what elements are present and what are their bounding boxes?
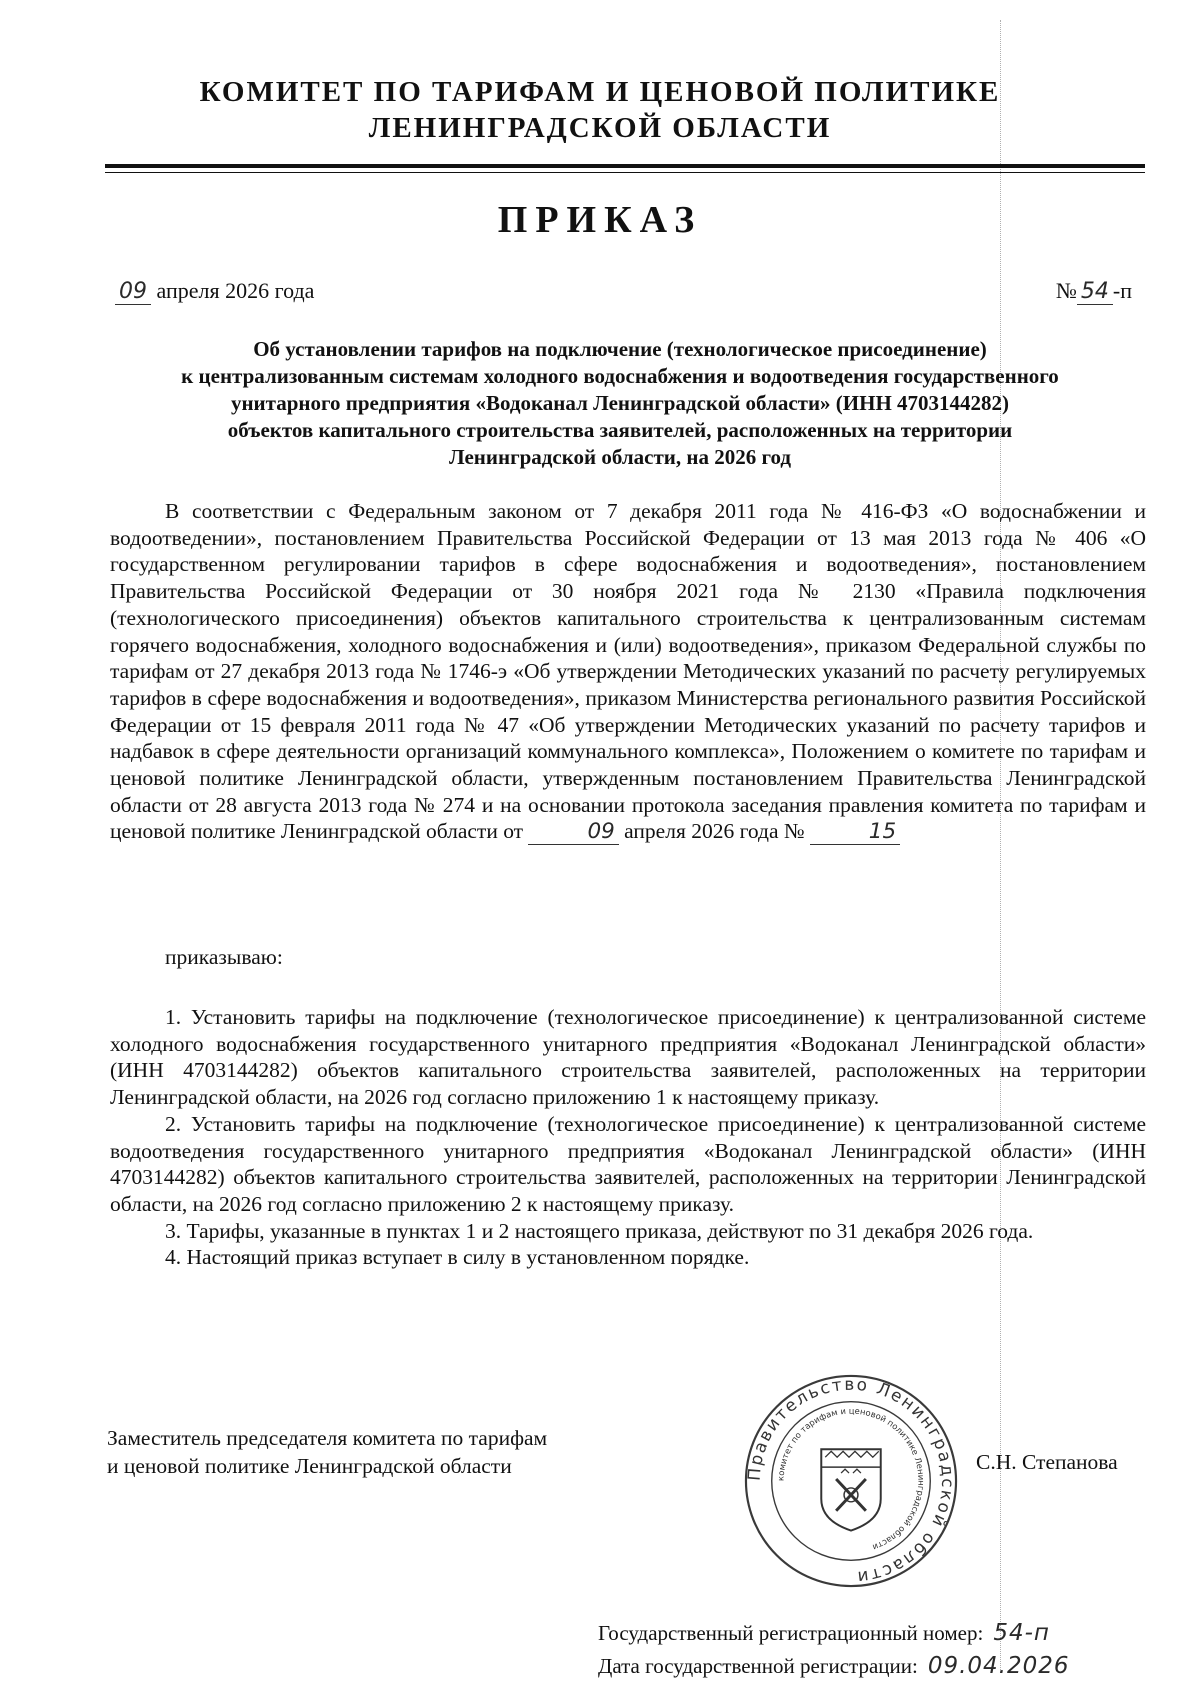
subject-line: унитарного предприятия «Водоканал Ленинградской области» (ИНН 4703144282) [230,391,1010,415]
handwritten-registration-number: 54-п [993,1620,1050,1646]
subject-line: Ленинградской области, на 2026 год [448,445,792,469]
order-items [110,1004,1146,1271]
order-verb: приказываю: [165,945,283,969]
preamble-text: В соответствии с Федеральным законом от 7 декабря 2011 года № 416-ФЗ «О водоснабжении и водоотведении», постановлением Правительства Российской Федерации от 13 мая 2013 года № 406 «О государственном регулировании тарифов в сфере водоснабжения и водоотведения», постановлением Правительства Российской Федерации от 30 ноября 2021 года № 2130 «Правила подключения (технологического присоединения) объектов капитального строительства к централизованным системам горячего водоснабжения, холодного водоснабжения и (или) водоотведения», приказом Федеральной службы по тарифам от 27 декабря 2013 года № 1746-э «Об утверждении Методических указаний по расчету регулируемых тарифов в сфере водоснабжения и водоотведения», приказом Министерства регионального развития Российской Федерации от 15 февраля 2011 года № 47 «Об утверждении Методических указаний по расчету тарифов и надбавок в сфере деятельности организаций коммунального комплекса», Положением о комитете по тарифам и ценовой политике Ленинградской области, утвержденным постановлением Правительства Ленинградской области от 28 августа 2013 года № 274 и на основании протокола заседания правления комитета по тарифам и ценовой политике Ленинградской области от [110,499,1146,844]
preamble-paragraph [110,498,1146,845]
subject-line: объектов капитального строительства заявителей, расположенных на территории [227,418,1013,442]
order-number [1056,278,1132,305]
org-line-1: КОМИТЕТ ПО ТАРИФАМ И ЦЕНОВОЙ ПОЛИТИКЕ [199,76,1001,108]
stamp-inner-text: комитет по тарифам и ценовой политике Ленинградской области [775,1405,927,1553]
registration-number-line [598,1620,1050,1646]
order-item-4: 4. Настоящий приказ вступает в силу в установленном порядке. [165,1245,750,1270]
order-item-1: 1. Установить тарифы на подключение (технологическое присоединение) к централизованной системе холодного водоснабжения государственного унитарного предприятия «Водоканал Ленинградской области» (ИНН 4703144282) объектов капитального строительства заявителей, расположенных на территории Ленинградской области, на 2026 год согласно приложению 1 к настоящему приказу. [110,1005,1146,1110]
document-title: ПРИКАЗ [497,199,703,241]
signer-position [107,1424,547,1480]
number-suffix: -п [1112,278,1132,303]
organization-header [0,74,1200,146]
handwritten-protocol-number: 15 [810,820,900,845]
handwritten-protocol-day: 09 [528,820,618,845]
subject-line: Об установлении тарифов на подключение (технологическое присоединение) [253,337,987,361]
official-seal-stamp [742,1372,960,1590]
handwritten-day: 09 [115,280,151,305]
order-date [115,278,314,305]
handwritten-order-number: 54 [1077,280,1113,305]
number-sign: № [1055,278,1077,303]
signer-name: С.Н. Степанова [976,1450,1118,1474]
registration-date-label: Дата государственной регистрации: [598,1654,918,1678]
registration-number-label: Государственный регистрационный номер: [598,1621,984,1645]
signer-position-line-2: и ценовой политике Ленинградской области [107,1454,512,1478]
subject-line: к централизованным системам холодного водоснабжения и водоотведения государственного [181,364,1059,388]
coat-of-arms-icon [821,1449,880,1530]
handwritten-registration-date: 09.04.2026 [927,1653,1070,1679]
registration-date-line [598,1653,1070,1679]
order-subject [100,336,1140,471]
org-line-2: ЛЕНИНГРАДСКОЙ ОБЛАСТИ [368,112,832,144]
header-divider-thin [105,172,1145,173]
order-item-3: 3. Тарифы, указанные в пунктах 1 и 2 настоящего приказа, действуют по 31 декабря 2026 года. [165,1218,1034,1243]
order-item-2: 2. Установить тарифы на подключение (технологическое присоединение) к централизованной системе водоотведения государственного унитарного предприятия «Водоканал Ленинградской области» (ИНН 4703144282) объектов капитального строительства заявителей, расположенных на территории Ленинградской области, на 2026 год согласно приложению 2 к настоящему приказу. [110,1111,1146,1216]
header-divider-thick [105,164,1145,168]
order-date-rest: апреля 2026 года [156,278,315,303]
stamp-outer-text: Правительство Ленинградской области [743,1373,959,1589]
signer-position-line-1: Заместитель председателя комитета по тарифам [107,1426,548,1450]
protocol-date-rest: апреля 2026 года № [624,819,805,844]
